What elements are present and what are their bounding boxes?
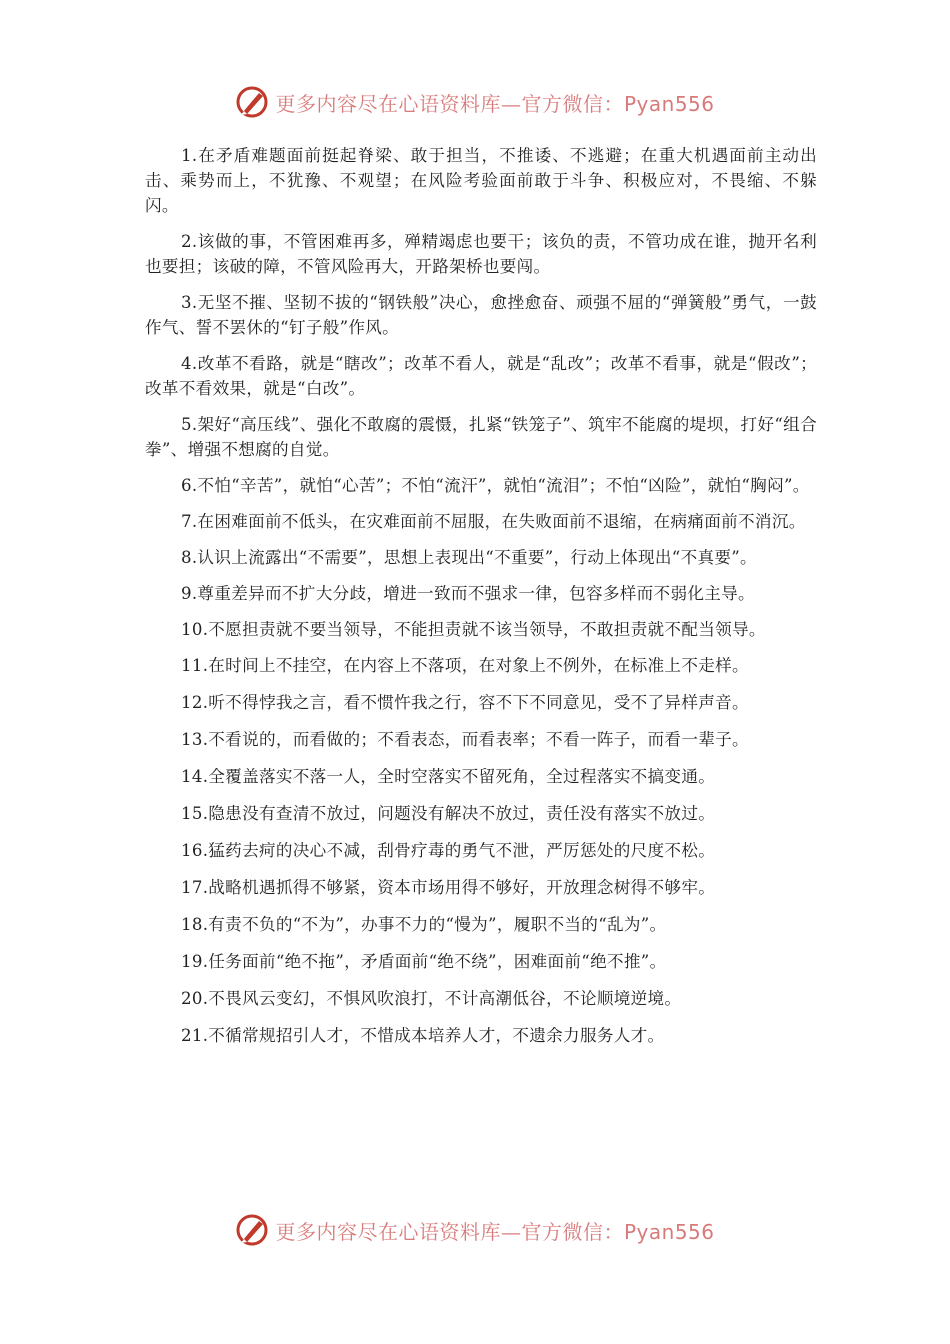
list-item: 6.不怕“辛苦”，就怕“心苦”；不怕“流汗”，就怕“流泪”；不怕“凶险”，就怕“胸闷”。 [181, 476, 810, 495]
list-item: 21.不循常规招引人才，不惜成本培养人才，不遗余力服务人才。 [181, 1026, 665, 1045]
header-wechat-id: Pyan556 [623, 91, 715, 116]
list-item: 7.在困难面前不低头，在灾难面前不屈服，在失败面前不退缩，在病痛面前不消沉。 [181, 512, 806, 531]
list-item: 1.在矛盾难题面前挺起脊梁、敢于担当，不推诿、不逃避；在重大机遇面前主动出击、乘势而上，不犹豫、不观望；在风险考验面前敢于斗争、积极应对，不畏缩、不躲闪。 [145, 146, 817, 215]
quote-list [145, 143, 817, 1060]
list-item: 18.有责不负的“不为”，办事不力的“慢为”，履职不当的“乱为”。 [181, 915, 667, 934]
list-item: 17.战略机遇抓得不够紧，资本市场用得不够好，开放理念树得不够牢。 [181, 878, 716, 897]
list-item: 13.不看说的，而看做的；不看表态，而看表率；不看一阵子，而看一辈子。 [181, 730, 749, 749]
footer-banner-text: 更多内容尽在心语资料库—官方微信：Pyan556 [275, 1219, 715, 1244]
list-item: 16.猛药去疴的决心不减，刮骨疗毒的勇气不泄，严厉惩处的尺度不松。 [181, 841, 716, 860]
list-item: 12.听不得悖我之言，看不惯忤我之行，容不下不同意见，受不了异样声音。 [181, 693, 749, 712]
pen-logo-icon [235, 85, 269, 119]
list-item: 10.不愿担责就不要当领导，不能担责就不该当领导，不敢担责就不配当领导。 [181, 620, 766, 639]
list-item: 2.该做的事，不管困难再多，殚精竭虑也要干；该负的责，不管功成在谁，抛开名利也要担；该破的障，不管风险再大，开路架桥也要闯。 [145, 232, 817, 276]
footer-wechat-id: Pyan556 [623, 1219, 715, 1244]
footer-banner [0, 1210, 950, 1250]
list-item: 4.改革不看路，就是“瞎改”；改革不看人，就是“乱改”；改革不看事，就是“假改”；改革不看效果，就是“白改”。 [145, 354, 817, 398]
pen-logo-icon [235, 1213, 269, 1247]
list-item: 3.无坚不摧、坚韧不拔的“钢铁般”决心，愈挫愈奋、顽强不屈的“弹簧般”勇气，一鼓作气、誓不罢休的“钉子般”作风。 [145, 293, 817, 337]
list-item: 9.尊重差异而不扩大分歧，增进一致而不强求一律，包容多样而不弱化主导。 [181, 584, 755, 603]
list-item: 11.在时间上不挂空，在内容上不落项，在对象上不例外，在标准上不走样。 [181, 656, 749, 675]
list-item: 15.隐患没有查清不放过，问题没有解决不放过，责任没有落实不放过。 [181, 804, 716, 823]
header-banner-text: 更多内容尽在心语资料库—官方微信：Pyan556 [275, 91, 715, 116]
list-item: 8.认识上流露出“不需要”，思想上表现出“不重要”，行动上体现出“不真要”。 [181, 548, 757, 567]
header-banner [0, 82, 950, 122]
list-item: 20.不畏风云变幻，不惧风吹浪打，不计高潮低谷，不论顺境逆境。 [181, 989, 682, 1008]
list-item: 14.全覆盖落实不落一人，全时空落实不留死角，全过程落实不搞变通。 [181, 767, 716, 786]
list-item: 19.任务面前“绝不拖”，矛盾面前“绝不绕”，困难面前“绝不推”。 [181, 952, 667, 971]
list-item: 5.架好“高压线”、强化不敢腐的震慑，扎紧“铁笼子”、筑牢不能腐的堤坝，打好“组合拳”、增强不想腐的自觉。 [145, 415, 817, 459]
